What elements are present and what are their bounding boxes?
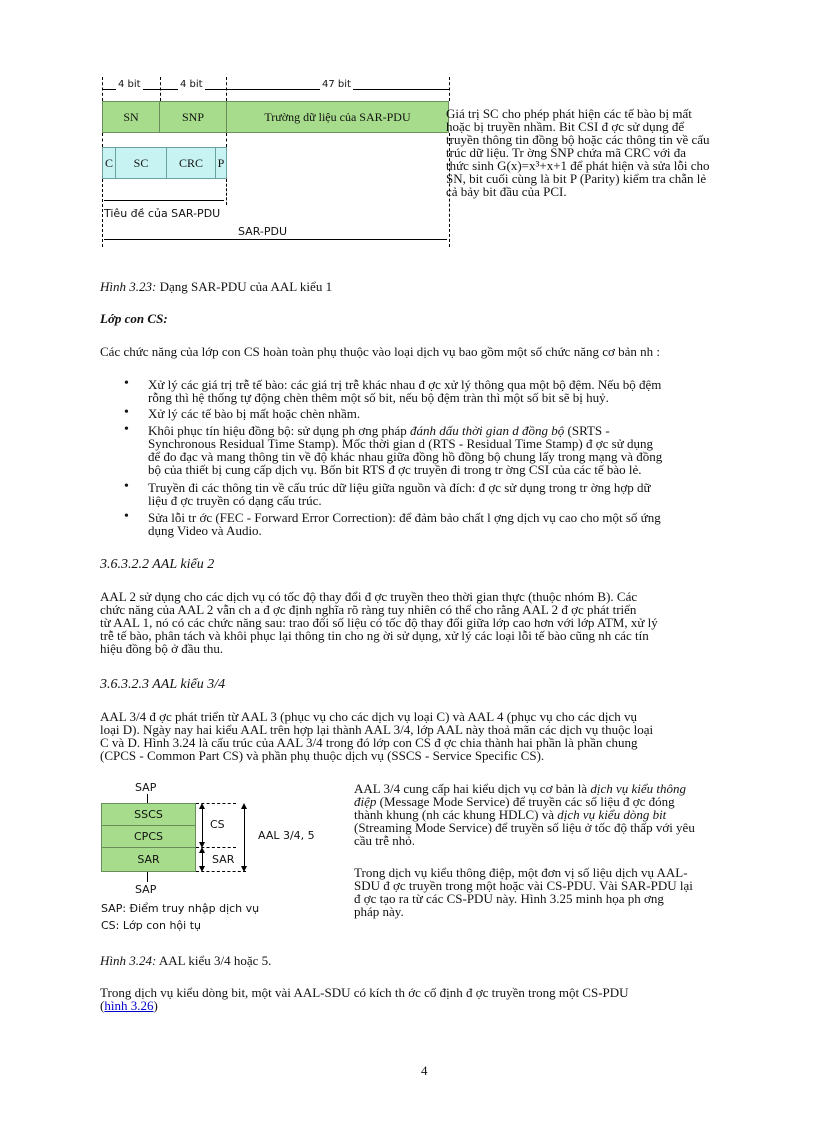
tick [449,77,450,101]
cs-heading [100,312,168,325]
text-line: SN, bit cuối cùng là bit P (Parity) kiểm tra chẵn lẻ [446,171,707,186]
page-number: 4 [421,1063,428,1078]
list-item [148,424,662,476]
aal-arrow [244,805,245,869]
text-line: Trong dịch vụ kiểu dòng bit, một vài AAL-SDU có kích th ớc cố định đ ợc truyền trong một CS-PDU [100,985,629,1000]
pdu-arrow-line [104,239,447,240]
aal2-paragraph [100,590,658,655]
list-item [148,378,661,404]
bullet-dot: • [124,405,129,420]
list-item [148,407,360,420]
bullet-dot: • [124,479,129,494]
list-item [148,481,651,507]
figure-caption-3-23 [100,280,332,293]
field-sc: SC [115,147,167,179]
text-line: hiệu đồng bộ ở đầu thu. [100,641,224,656]
field-c: C [102,147,116,179]
bit-label-snp: 4 bit [180,79,203,90]
text-line: đ ợc tạo ra từ các CS-PDU này. Hình 3.25 minh họa ph ơng [354,891,664,906]
cs-label: CS [210,818,225,831]
text-line: Xử lý các giá trị trễ tế bào: các giá trị trễ khác nhau đ ợc xử lý thông qua một bộ đệm. Nếu bộ đệm [148,377,662,392]
pdu-label: SAR-PDU [238,225,288,238]
text-line [100,999,629,1012]
tick [226,179,227,205]
text-line: bộ của thiết bị cung cấp dịch vụ. Bốn bit RTS đ ợc truyền đi trong tr ờng CSI của các tế bào lẻ. [148,462,642,477]
text-line: để đo đạc và mang thông tin về độ khác nhau giữa đồng hồ đồng bộ chung lấy trong mạng và đồng [148,449,663,464]
bullet-dot: • [124,422,129,437]
tick [160,77,161,101]
arrow-head [199,803,205,809]
streaming-mode-paragraph [100,986,629,1012]
text-line: SDU đ ợc truyền trong một hoặc vài CS-PDU. Vài SAR-PDU lại [354,878,693,893]
figure-caption-3-24 [100,954,271,967]
legend-sap: SAP: Điểm truy nhập dịch vụ [101,902,260,915]
caption-text: Dạng SAR-PDU của AAL kiểu 1 [156,279,333,294]
text-line: từ AAL 1, nó có các chức năng sau: trao đổi số liệu có tốc độ thay đổi giữa lớp cao hơn với lớp ATM, xử lý [100,615,658,630]
text-line: Sửa lỗi tr ớc (FEC - Forward Error Correction): để đảm bảo chất l ợng dịch vụ cao cho một số ứng [148,510,661,525]
text-run: thành khung (nh các khung HDLC) và [354,807,558,822]
text-line: C và D. Hình 3.24 là cấu trúc của AAL 3/4 trong đó lớp con CS đ ợc chia thành hai phần là phần chung [100,735,638,750]
aal-label: AAL 3/4, 5 [258,829,315,842]
tick [226,77,227,101]
header-label: Tiêu đề của SAR-PDU [104,207,221,220]
caption-text: AAL kiểu 3/4 hoặc 5. [156,953,272,968]
aal34-services-paragraph [354,782,695,847]
caption-label: Hình 3.24: [100,953,157,968]
field-p: P [215,147,227,179]
text-line: loại D). Ngày nay hai kiểu AAL trên hợp lại thành AAL 3/4, lớp AAL này thoả mãn các dịch vụ thuộc loại [100,722,654,737]
bit-label-sn: 4 bit [118,79,141,90]
section-heading-aal2: 3.6.3.2.2 AAL kiểu 2 [100,557,215,572]
sar-label: SAR [212,853,235,866]
layer-sscs: SSCS [101,803,196,826]
message-mode-paragraph [354,866,693,918]
list-item [148,511,661,537]
bit-label-data: 47 bit [322,79,351,90]
field-sn: SN [102,101,160,133]
tick [102,77,103,101]
text-line: pháp này. [354,904,404,919]
bullet-dot: • [124,509,129,524]
header-arrow-line [104,200,224,201]
text-line: thức sinh G(x)=x³+x+1 để phát hiện và sửa lỗi cho [446,158,710,173]
text-line: rỗng thì hệ thống tự động chèn thêm một số bit, nếu bộ đệm tràn thì một số bit sẽ bị huỷ. [148,390,609,405]
field-crc: CRC [166,147,216,179]
caption-label: Hình 3.23: [100,279,157,294]
field-snp: SNP [159,101,227,133]
text-line: (CPCS - Common Part CS) và phần phụ thuộc dịch vụ (SSCS - Service Specific CS). [100,748,545,763]
text-run: (Message Mode Service) để truyền các số liệu đ ợc đóng [376,794,675,809]
text-line: trúc dữ liệu. Tr ờng SNP chứa mã CRC với đa [446,145,687,160]
text-line: AAL 3/4 đ ợc phát triển từ AAL 3 (phục vụ cho các dịch vụ loại C) và AAL 4 (phục vụ cho các dịch vụ [100,709,638,724]
cs-heading-text: Lớp con CS: [100,311,168,326]
text-line: (Streaming Mode Service) để truyền số liệu ở tốc độ thấp với yêu [354,820,695,835]
sap-bottom-line [147,872,148,882]
tick [102,179,103,247]
layer-cpcs: CPCS [101,825,196,848]
bullet-dot: • [124,376,129,391]
text-line: dụng Video và Audio. [148,523,262,538]
text-line: cả bảy bit đầu của PCI. [446,184,567,199]
text-line: Giá trị SC cho phép phát hiện các tế bào bị mất [446,106,692,121]
arrow-head [241,866,247,872]
tick [102,133,103,147]
field-sar-data: Trường dữ liệu của SAR-PDU [226,101,449,133]
cs-arrow [202,805,203,845]
text-line: Xử lý các tế bào bị mất hoặc chèn nhầm. [148,406,361,421]
sap-top-label: SAP [135,781,157,794]
text-run: AAL 3/4 cung cấp hai kiểu dịch vụ cơ bản là [354,781,591,796]
text-line: hoặc bị truyền nhầm. Bit CSI đ ợc sử dụng để [446,119,685,134]
paren-close: ) [153,998,158,1013]
text-line: liệu đ ợc truyền có dạng cấu trúc. [148,493,322,508]
text-line: truyền thông tin đồng bộ hoặc các thông tin về cấu [446,132,710,147]
aal34-paragraph [100,710,653,762]
sap-bottom-label: SAP [135,883,157,896]
text-run-italic: dịch vụ kiểu dòng bit [557,807,667,822]
fig323-side-text [446,107,766,198]
text-line: trễ tế bào, phân tách và khôi phục lại thông tin cho ng ời sử dụng, xử lý các loại lỗi tế bào cũng nh các tín [100,628,649,643]
text-line: Truyền đi các thông tin về cấu trúc dữ liệu giữa nguồn và đích: đ ợc sử dụng trong tr ờng hợp dữ [148,480,651,495]
tick [226,133,227,147]
text-line: Trong dịch vụ kiểu thông điệp, một đơn vị số liệu dịch vụ AAL- [354,865,688,880]
section-heading-aal34: 3.6.3.2.3 AAL kiểu 3/4 [100,677,226,692]
text-line: cầu trễ nhỏ. [354,833,416,848]
text-line: AAL 2 sử dụng cho các dịch vụ có tốc độ thay đổi đ ợc truyền theo thời gian thực (thuộc nhóm B). Các [100,589,638,604]
arrow-head [241,803,247,809]
bit-dimension-line [102,89,449,90]
text-line: Khôi phục tín hiệu đồng bộ: sử dụng ph ơng pháp đánh dấu thời gian d đồng bộ (SRTS - [148,423,610,438]
text-line: Synchronous Residual Time Stamp). Mốc thời gian d (RTS - Residual Time Stamp) đ ợc sử dụng [148,436,653,451]
text-run-italic: điệp [354,794,377,809]
layer-sar: SAR [101,847,196,872]
text-run-italic: dịch vụ kiểu thông [590,781,687,796]
cs-intro: Các chức năng của lớp con CS hoàn toàn phụ thuộc vào loại dịch vụ bao gồm một số chức năng cơ bản nh : [100,344,660,359]
paren-open: ( [100,998,105,1013]
arrow-head [199,847,205,853]
legend-cs: CS: Lớp con hội tụ [101,919,201,932]
arrow-head [199,866,205,872]
text-line: chức năng của AAL 2 vẫn ch a đ ợc định nghĩa rõ ràng tuy nhiên có thể cho rằng AAL 2 đ ợc phát triển [100,602,637,617]
figure-3-26-link[interactable]: hình 3.26 [104,998,154,1013]
